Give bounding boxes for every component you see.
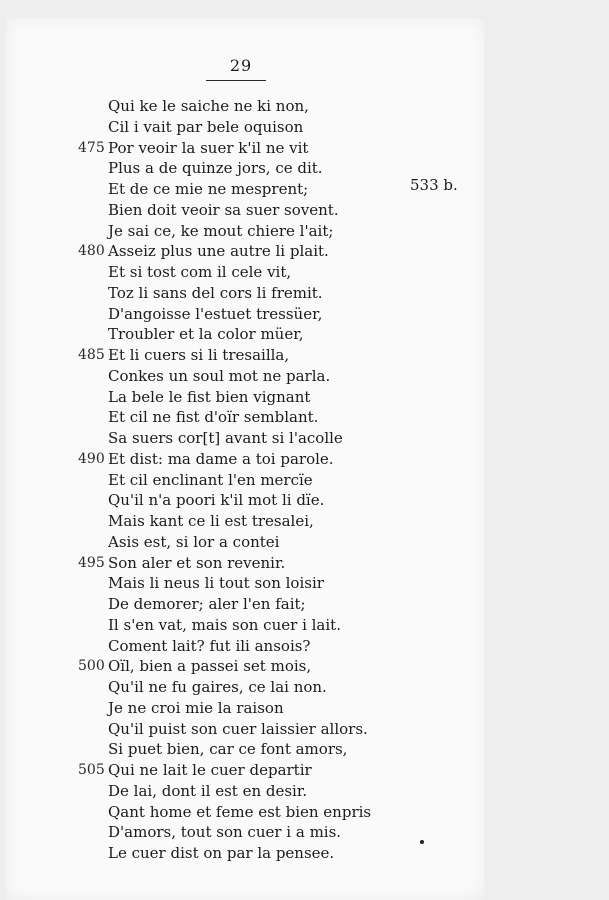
line-text: Et de ce mie ne mesprent;	[108, 180, 309, 198]
verse-line	[6, 802, 476, 823]
line-text: Plus a de quinze jors, ce dit.	[108, 159, 323, 178]
verse-line	[6, 470, 476, 491]
line-text: Asis est, si lor a contei	[108, 532, 280, 551]
verse-line	[6, 345, 476, 366]
line-text: Et cil enclinant l'en mercïe	[108, 470, 313, 489]
verse-line	[6, 573, 476, 594]
verse-line	[6, 490, 476, 511]
line-text: Mais li neus li tout son loisir	[108, 574, 324, 593]
verse-line	[6, 200, 476, 221]
verse-line	[6, 739, 476, 760]
line-text: Sa suers cor[t] avant si l'acolle	[108, 429, 343, 447]
verse-line	[6, 615, 476, 636]
book-page	[6, 18, 484, 900]
verse-line	[6, 262, 476, 283]
verse-line	[6, 656, 476, 677]
line-text: Oïl, bien a passei set mois,	[108, 657, 312, 676]
line-number: 505	[78, 762, 105, 778]
verse-line	[6, 117, 476, 138]
line-number: 475	[78, 139, 105, 156]
line-text: Conkes un soul mot ne parla.	[108, 366, 331, 385]
line-text: Mais kant ce li est tresalei,	[108, 512, 314, 530]
verse-line	[6, 221, 476, 242]
verse-line	[6, 304, 476, 325]
verse-line	[6, 698, 476, 719]
margin-reference: 533 b.	[410, 176, 458, 194]
line-text: De lai, dont il est en desir.	[108, 781, 308, 800]
line-text: Je sai ce, ke mout chiere l'ait;	[108, 221, 334, 240]
line-text: Qant home et feme est bien enpris	[108, 802, 372, 821]
line-text: Et si tost com il cele vit,	[108, 263, 292, 281]
verse-line	[6, 594, 476, 615]
line-text: Troubler et la color müer,	[108, 325, 304, 344]
line-number: 495	[78, 554, 105, 571]
verse-line	[6, 449, 476, 470]
line-text: Et li cuers si li tresailla,	[108, 346, 290, 364]
verse-line	[6, 138, 476, 159]
line-text: Por veoir la suer k'il ne vit	[108, 138, 309, 157]
line-text: Qui ke le saiche ne ki non,	[108, 97, 309, 115]
verse-line	[6, 241, 476, 262]
verse-line	[6, 822, 476, 843]
line-text: La bele le fist bien vignant	[108, 387, 311, 406]
verse-line	[6, 636, 476, 657]
verse-line	[6, 760, 476, 781]
verse-line	[6, 677, 476, 698]
line-text: Le cuer dist on par la pensee.	[108, 844, 335, 862]
line-text: Cil i vait par bele oquison	[108, 117, 304, 136]
line-text: Je ne croi mie la raison	[108, 698, 284, 717]
line-number: 490	[78, 450, 105, 467]
verse-line	[6, 719, 476, 740]
line-text: De demorer; aler l'en fait;	[108, 595, 306, 613]
header-rule	[206, 80, 266, 81]
verse-line	[6, 511, 476, 532]
line-text: D'amors, tout son cuer i a mis.	[108, 823, 342, 842]
verse-line	[6, 387, 476, 408]
line-text: Son aler et son revenir.	[108, 553, 286, 572]
verse-line	[6, 366, 476, 387]
line-number: 500	[78, 658, 105, 675]
line-text: D'angoisse l'estuet tressüer,	[108, 304, 323, 323]
line-text: Si puet bien, car ce font amors,	[108, 740, 348, 759]
ink-speck	[420, 840, 424, 844]
line-text: Et dist: ma dame a toi parole.	[108, 449, 334, 468]
verse-line	[6, 407, 476, 428]
verse-line	[6, 324, 476, 345]
line-text: Qui ne lait le cuer departir	[108, 761, 312, 779]
line-text: Qu'il ne fu gaires, ce lai non.	[108, 678, 327, 696]
line-number: 485	[78, 347, 105, 363]
line-text: Qu'il n'a poori k'il mot li dïe.	[108, 491, 325, 510]
verse-line	[6, 843, 476, 864]
line-text: Il s'en vat, mais son cuer i lait.	[108, 615, 341, 634]
line-number: 480	[78, 243, 105, 260]
line-text: Asseiz plus une autre li plait.	[108, 242, 329, 261]
line-text: Toz li sans del cors li fremit.	[108, 283, 323, 302]
verse-line	[6, 781, 476, 802]
verse-line	[6, 428, 476, 449]
verse-line	[6, 553, 476, 574]
line-text: Qu'il puist son cuer laissier allors.	[108, 719, 368, 738]
line-text: Bien doit veoir sa suer sovent.	[108, 200, 339, 219]
line-text: Coment lait? fut ili ansois?	[108, 636, 311, 655]
verse-line	[6, 96, 476, 117]
verse-line	[6, 532, 476, 553]
verse-line	[6, 283, 476, 304]
verse-line	[6, 179, 476, 200]
verse-line	[6, 158, 476, 179]
page-number: 29	[229, 56, 253, 75]
verse-lines	[6, 96, 476, 864]
line-text: Et cil ne fist d'oïr semblant.	[108, 408, 319, 427]
